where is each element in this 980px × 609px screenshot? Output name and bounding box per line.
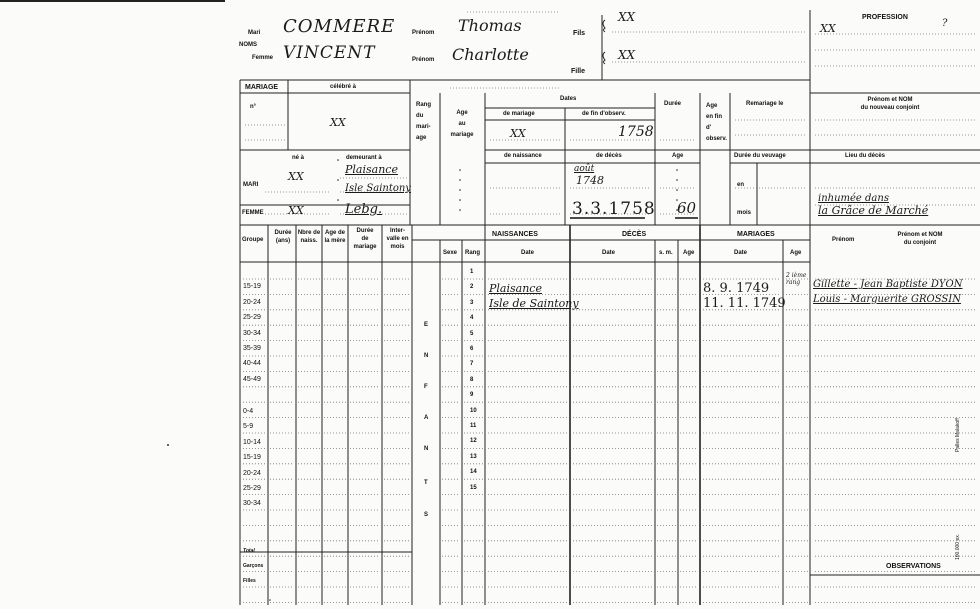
de-mariage-label: de mariage <box>503 111 535 117</box>
duree-label: Durée <box>664 101 682 107</box>
child-mariage-date: 8. 9. 1749 <box>703 281 770 296</box>
naissance-date-label: Date <box>521 250 535 256</box>
duree-ans-label: Durée (ans) <box>274 230 292 244</box>
femme-label: Femme <box>252 55 274 61</box>
marriage-group-label: 25-29 <box>243 485 261 492</box>
prenom-label-mari: Prénom <box>412 30 435 36</box>
mari-row-label: MARI <box>243 182 259 188</box>
conjoint-label: Prénom et NOM du conjoint <box>897 232 943 246</box>
profession-label: PROFESSION <box>862 14 908 21</box>
age-group-label: 35-39 <box>243 345 261 352</box>
demeurant-1: Plaisance <box>345 163 398 176</box>
enfants-letter: F <box>424 384 428 390</box>
demeurant-a-label: demeurant à <box>346 155 382 161</box>
femme-row-label: FEMME <box>242 210 264 216</box>
dates-label: Dates <box>560 96 577 102</box>
enfants-letter: A <box>424 415 429 421</box>
no-label: n° <box>250 104 257 110</box>
deces-mari-note: août <box>574 164 595 174</box>
noms-label: NOMS <box>239 42 257 48</box>
ne-a-label: né à <box>292 155 305 161</box>
prenom-label: Prénom <box>832 237 855 243</box>
observations-label: OBSERVATIONS <box>886 563 941 570</box>
rank-number: 5 <box>470 330 474 337</box>
duree-mariage-label: Durée de mariage <box>353 228 377 250</box>
rank-number: 10 <box>470 407 477 414</box>
femme-name: VINCENT <box>283 43 376 63</box>
fils-mark: XX <box>618 10 636 24</box>
date-mariage-mark: XX <box>510 127 526 140</box>
age-mere-label: Age de la mère <box>324 230 346 244</box>
rank-number: 1 <box>470 269 474 275</box>
profession-mark: XX <box>820 22 836 35</box>
total-label: Total <box>243 548 255 554</box>
profession-note: ? <box>942 18 948 29</box>
deces-age-label: Age <box>683 250 695 256</box>
naissances-label: NAISSANCES <box>492 231 538 238</box>
marriage-group-label: 5-9 <box>243 423 254 431</box>
enfants-letter: N <box>424 353 429 359</box>
lieu-deces-note-1: inhumée dans <box>818 193 889 204</box>
sm-label: s. m. <box>659 250 673 256</box>
deces-femme-date: 3.3.1758 <box>572 199 656 219</box>
enfants-letter: S <box>424 512 429 518</box>
rank-number: 3 <box>470 299 474 306</box>
fils-label: Fils <box>573 30 586 37</box>
child-naissance: Isle de Saintony <box>489 297 579 310</box>
lieu-deces-note-2: la Grâce de Marché <box>818 204 929 217</box>
total-label: Garçons <box>243 563 264 569</box>
de-deces-label: de décès <box>596 153 622 159</box>
rank-number: 9 <box>470 392 474 399</box>
date-fin-observ: 1758 <box>618 124 654 140</box>
age-femme: 60 <box>677 199 697 217</box>
rank-number: 14 <box>470 469 477 476</box>
de-naissance-label: de naissance <box>504 153 542 159</box>
intervalle-label: Inter- valle en mois <box>386 228 409 250</box>
en-label: en <box>737 182 745 188</box>
child-naissance: Plaisance <box>489 282 542 295</box>
child-conjoint: Louis - Marguerite GROSSIN <box>813 294 961 305</box>
de-fin-label: de fin d'observ. <box>582 111 626 117</box>
mari-name: COMMERE <box>283 16 396 37</box>
total-label: Filles <box>243 578 256 584</box>
celebre-label: célébré à <box>330 84 357 90</box>
mois-label: mois <box>737 210 752 216</box>
rank-number: 11 <box>470 423 477 429</box>
rank-number: 2 <box>470 284 474 291</box>
celebre-mark: XX <box>330 116 346 129</box>
marriage-group-label: 15-19 <box>243 454 261 462</box>
mari-prenom: Thomas <box>458 16 522 35</box>
rank-number: 7 <box>470 361 474 368</box>
demeurant-2: Isle Saintony <box>345 183 411 194</box>
rank-number: 15 <box>470 484 477 491</box>
nbre-naiss-label: Nbre de naiss. <box>297 230 321 244</box>
nouveau-conjoint-label: Prénom et NOM du nouveau conjoint <box>860 97 920 111</box>
deces-label: DÉCÈS <box>622 231 647 238</box>
child-conjoint: Gillette - Jean Baptiste DYON <box>813 279 963 290</box>
marriage-group-label: 10-14 <box>243 438 261 446</box>
enfants-letter: E <box>424 322 429 328</box>
mariage-date-label: Date <box>734 250 748 256</box>
rank-number: 12 <box>470 438 477 445</box>
age-group-label: 15-19 <box>243 283 261 291</box>
marriage-group-label: 30-34 <box>243 500 261 508</box>
rank-number: 6 <box>470 346 474 352</box>
prenom-label-femme: Prénom <box>412 57 435 63</box>
mari-ne-mark: XX <box>288 170 304 183</box>
remariage-label: Remariage le <box>746 101 784 107</box>
rang-label: Rang <box>465 250 480 256</box>
marriage-group-label: 20-24 <box>243 469 261 477</box>
femme-prenom: Charlotte <box>452 45 529 64</box>
demeurant-3: Lebg. <box>345 202 383 217</box>
side-print-run: 100.000 ex. <box>955 533 961 560</box>
enfants-letter: T <box>424 480 428 486</box>
rang-mariage-label: Rang du mari- age <box>416 102 431 141</box>
femme-ne-mark: XX <box>288 204 304 217</box>
rank-number: 4 <box>470 315 474 322</box>
sexe-label: Sexe <box>443 250 458 256</box>
fille-label: Fille <box>571 68 586 75</box>
fille-mark: XX <box>618 48 636 62</box>
mariage-age-label: Age <box>790 250 802 256</box>
rank-number: 8 <box>470 376 474 383</box>
groupe-label: Groupe <box>242 237 264 243</box>
mariages-label: MARIAGES <box>737 231 775 238</box>
age-group-label: 20-24 <box>243 298 261 306</box>
marriage-group-label: 0-4 <box>243 408 254 415</box>
age-group-label: 25-29 <box>243 314 261 322</box>
rank-number: 13 <box>470 453 477 460</box>
deces-mari-year: 1748 <box>576 174 604 187</box>
mariage-title: MARIAGE <box>245 84 279 91</box>
age-group-label: 30-34 <box>243 329 261 337</box>
side-printer-text: Palles Malakoff <box>955 418 961 452</box>
age-group-label: 40-44 <box>243 360 261 368</box>
enfants-letter: N <box>424 446 429 452</box>
child-mariage-age: 2 ième rang <box>786 272 807 286</box>
age-label: Age <box>672 153 684 159</box>
child-mariage-date: 11. 11. 1749 <box>703 296 786 311</box>
deces-date-label: Date <box>602 250 616 256</box>
mari-label: Mari <box>248 30 261 36</box>
age-mariage-label: Age au mariage <box>450 110 474 138</box>
age-group-label: 45-49 <box>243 375 261 383</box>
lieu-deces-label: Lieu du décès <box>845 153 886 159</box>
duree-veuvage-label: Durée du veuvage <box>734 153 786 159</box>
age-fin-label: Age en fin d' observ. <box>706 103 727 142</box>
